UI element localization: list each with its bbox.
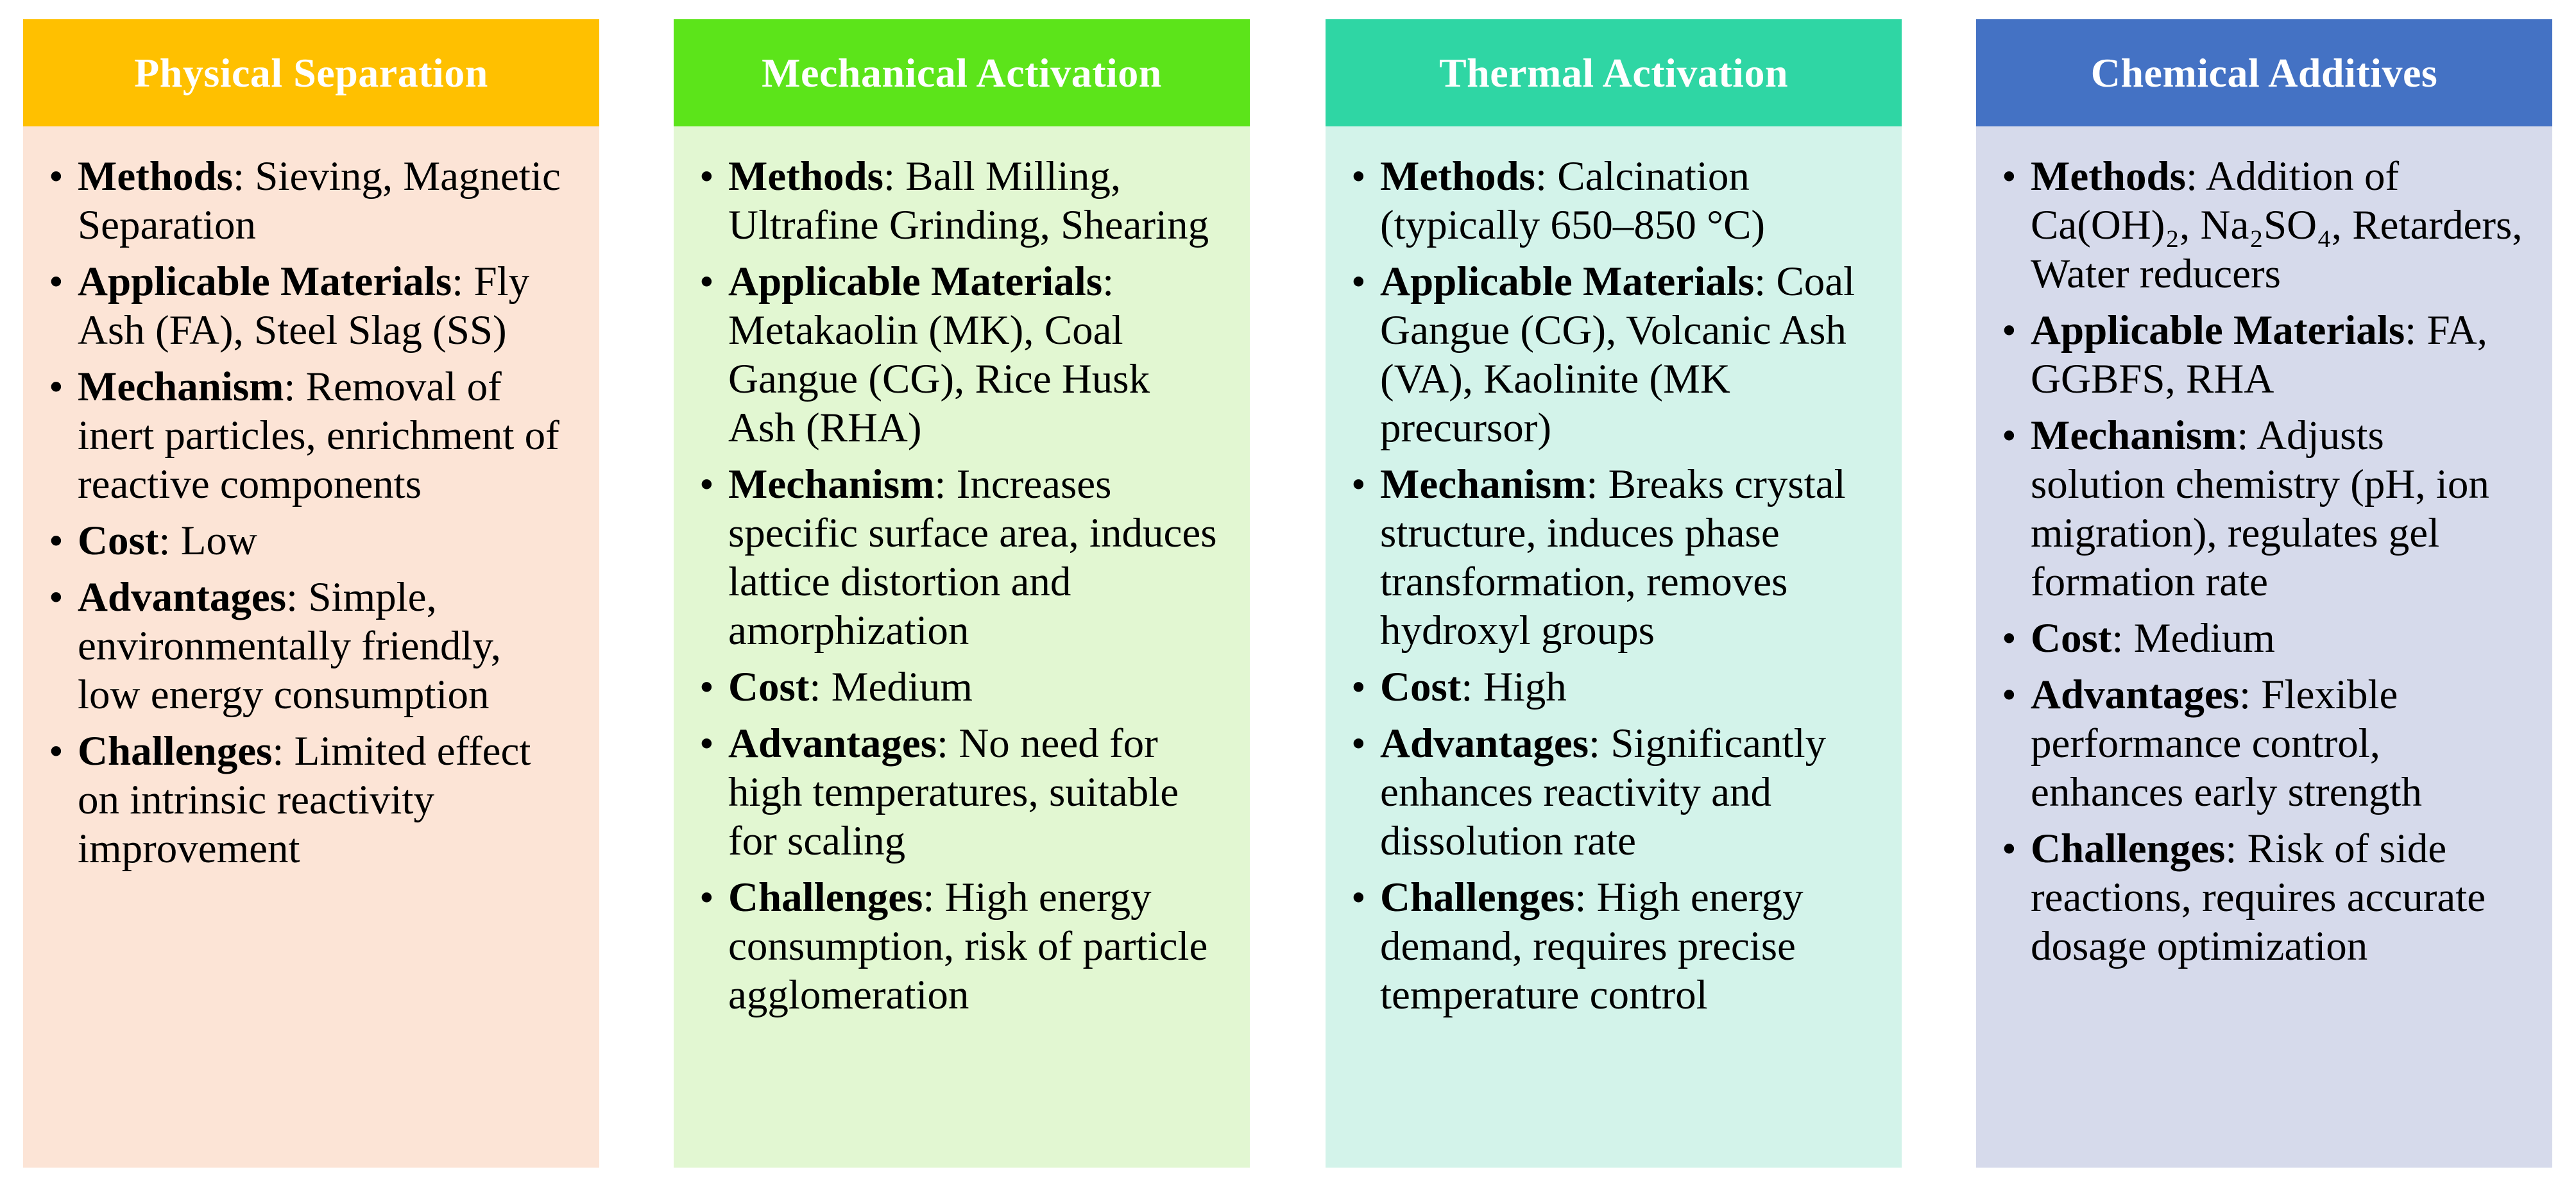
bullet-separator: : (1535, 153, 1558, 200)
bullet-list (2002, 152, 2527, 971)
bullet-key: Challenges (1380, 874, 1575, 921)
bullet-key: Mechanism (78, 364, 284, 410)
column-body (1326, 126, 1902, 1168)
bullet-key: Advantages (728, 720, 937, 767)
bullet-separator: : (1461, 664, 1483, 710)
column-2 (1326, 19, 1902, 1168)
bullet-item (1351, 460, 1876, 655)
bullet-text: Ball Milling, Ultrafine Grinding, Shearing (728, 153, 1209, 248)
column-3 (1976, 19, 2552, 1168)
bullet-item (49, 257, 574, 355)
bullet-text: Fly Ash (FA), Steel Slag (SS) (78, 259, 530, 353)
bullet-key: Applicable Materials (78, 259, 452, 305)
bullet-text: High energy demand, requires precise temperature control (1380, 874, 1804, 1018)
bullet-dot-icon: • (49, 728, 64, 774)
bullet-text: Medium (2133, 615, 2275, 661)
bullet-dot-icon: • (699, 259, 714, 305)
bullet-text: Addition of Ca(OH)₂, Na₂SO₄, Retarders, Water reducers (2031, 153, 2523, 297)
bullet-item (699, 460, 1224, 655)
bullet-item (2002, 670, 2527, 817)
bullet-separator: : (1102, 259, 1114, 305)
bullet-dot-icon: • (1351, 461, 1366, 507)
bullet-text: FA, GGBFS, RHA (2031, 307, 2487, 402)
bullet-dot-icon: • (1351, 720, 1366, 767)
bullet-dot-icon: • (699, 874, 714, 921)
bullet-dot-icon: • (49, 259, 64, 305)
bullet-separator: : (923, 874, 945, 921)
bullet-key: Cost (2031, 615, 2112, 661)
bullet-item (2002, 614, 2527, 663)
column-header: Physical Separation (23, 19, 599, 126)
bullet-item (1351, 873, 1876, 1019)
bullet-separator: : (2239, 672, 2262, 718)
bullet-item (1351, 257, 1876, 452)
bullet-item (2002, 411, 2527, 606)
bullet-key: Applicable Materials (728, 259, 1103, 305)
column-1 (674, 19, 1250, 1168)
bullet-key: Challenges (2031, 826, 2226, 872)
bullet-key: Mechanism (728, 461, 935, 507)
column-body (674, 126, 1250, 1168)
bullet-list (1351, 152, 1876, 1019)
column-header: Thermal Activation (1326, 19, 1902, 126)
bullet-separator: : (2185, 153, 2206, 200)
bullet-text: Coal Gangue (CG), Volcanic Ash (VA), Kaolinite (MK precursor) (1380, 259, 1855, 451)
bullet-text: Adjusts solution chemistry (pH, ion migration), regulates gel formation rate (2031, 413, 2489, 605)
bullet-item (2002, 306, 2527, 404)
bullet-dot-icon: • (2002, 413, 2017, 459)
bullet-item (699, 873, 1224, 1019)
column-0 (23, 19, 599, 1168)
bullet-dot-icon: • (699, 720, 714, 767)
bullet-text: Increases specific surface area, induces lattice distortion and amorphization (728, 461, 1217, 654)
bullet-text: Sieving, Magnetic Separation (78, 153, 561, 248)
bullet-dot-icon: • (49, 574, 64, 620)
bullet-separator: : (1754, 259, 1777, 305)
bullet-key: Cost (78, 518, 159, 564)
bullet-dot-icon: • (49, 518, 64, 564)
bullet-item (1351, 719, 1876, 865)
bullet-key: Methods (78, 153, 233, 200)
bullet-key: Cost (728, 664, 810, 710)
bullet-item (699, 152, 1224, 250)
bullet-item (1351, 152, 1876, 250)
bullet-list (699, 152, 1224, 1019)
bullet-key: Methods (2031, 153, 2186, 200)
bullet-dot-icon: • (2002, 672, 2017, 718)
bullet-dot-icon: • (2002, 307, 2017, 353)
bullet-text: Removal of inert particles, enrichment of reactive components (78, 364, 559, 507)
bullet-dot-icon: • (699, 153, 714, 200)
bullet-key: Advantages (78, 574, 287, 620)
bullet-key: Methods (728, 153, 883, 200)
bullet-dot-icon: • (1351, 664, 1366, 710)
column-header: Chemical Additives (1976, 19, 2552, 126)
bullet-dot-icon: • (2002, 826, 2017, 872)
bullet-key: Mechanism (1380, 461, 1587, 507)
bullet-separator: : (809, 664, 832, 710)
bullet-text: Medium (831, 664, 973, 710)
bullet-item (49, 362, 574, 509)
bullet-item (49, 727, 574, 873)
bullet-separator: : (883, 153, 906, 200)
bullet-separator: : (232, 153, 255, 200)
bullet-separator: : (158, 518, 181, 564)
bullet-text: Flexible performance control, enhances early strength (2031, 672, 2423, 815)
bullet-item (2002, 824, 2527, 971)
bullet-separator: : (1589, 720, 1611, 767)
bullet-dot-icon: • (699, 461, 714, 507)
bullet-separator: : (2405, 307, 2427, 353)
column-header: Mechanical Activation (674, 19, 1250, 126)
bullet-list (49, 152, 574, 873)
bullet-dot-icon: • (1351, 874, 1366, 921)
bullet-item (699, 257, 1224, 452)
bullet-dot-icon: • (2002, 615, 2017, 661)
bullet-dot-icon: • (49, 364, 64, 410)
bullet-item (1351, 663, 1876, 711)
bullet-key: Applicable Materials (2031, 307, 2405, 353)
bullet-text: No need for high temperatures, suitable for scaling (728, 720, 1179, 864)
bullet-key: Cost (1380, 664, 1462, 710)
bullet-text: Breaks crystal structure, induces phase transformation, removes hydroxyl groups (1380, 461, 1846, 654)
bullet-item (49, 152, 574, 250)
bullet-separator: : (286, 574, 309, 620)
column-body (1976, 126, 2552, 1168)
bullet-item (49, 573, 574, 719)
bullet-text: Metakaolin (MK), Coal Gangue (CG), Rice Husk Ash (RHA) (728, 307, 1150, 451)
bullet-key: Applicable Materials (1380, 259, 1755, 305)
bullet-key: Methods (1380, 153, 1535, 200)
bullet-key: Advantages (1380, 720, 1589, 767)
bullet-item (699, 663, 1224, 711)
bullet-text: Risk of side reactions, requires accurate dosage optimization (2031, 826, 2486, 969)
bullet-item (699, 719, 1224, 865)
bullet-separator: : (2225, 826, 2248, 872)
bullet-separator: : (2111, 615, 2134, 661)
bullet-text: Low (180, 518, 257, 564)
bullet-text: Limited effect on intrinsic reactivity improvement (78, 728, 531, 872)
bullet-separator: : (934, 461, 957, 507)
bullet-separator: : (284, 364, 306, 410)
bullet-item (2002, 152, 2527, 298)
bullet-dot-icon: • (1351, 259, 1366, 305)
bullet-separator: : (937, 720, 959, 767)
bullet-separator: : (1586, 461, 1608, 507)
bullet-separator: : (2237, 413, 2257, 459)
bullet-text: Calcination (typically 650–850 °C) (1380, 153, 1766, 248)
bullet-item (49, 516, 574, 565)
bullet-separator: : (272, 728, 294, 774)
bullet-text: Significantly enhances reactivity and dissolution rate (1380, 720, 1827, 864)
bullet-key: Challenges (78, 728, 273, 774)
bullet-separator: : (1574, 874, 1597, 921)
column-body (23, 126, 599, 1168)
bullet-text: Simple, environmentally friendly, low energy consumption (78, 574, 502, 718)
bullet-dot-icon: • (49, 153, 64, 200)
bullet-text: High (1483, 664, 1567, 710)
bullet-separator: : (452, 259, 474, 305)
bullet-key: Advantages (2031, 672, 2240, 718)
bullet-text: High energy consumption, risk of particle agglomeration (728, 874, 1208, 1018)
bullet-dot-icon: • (1351, 153, 1366, 200)
bullet-dot-icon: • (699, 664, 714, 710)
bullet-key: Mechanism (2031, 413, 2237, 459)
bullet-key: Challenges (728, 874, 923, 921)
bullet-dot-icon: • (2002, 153, 2017, 200)
